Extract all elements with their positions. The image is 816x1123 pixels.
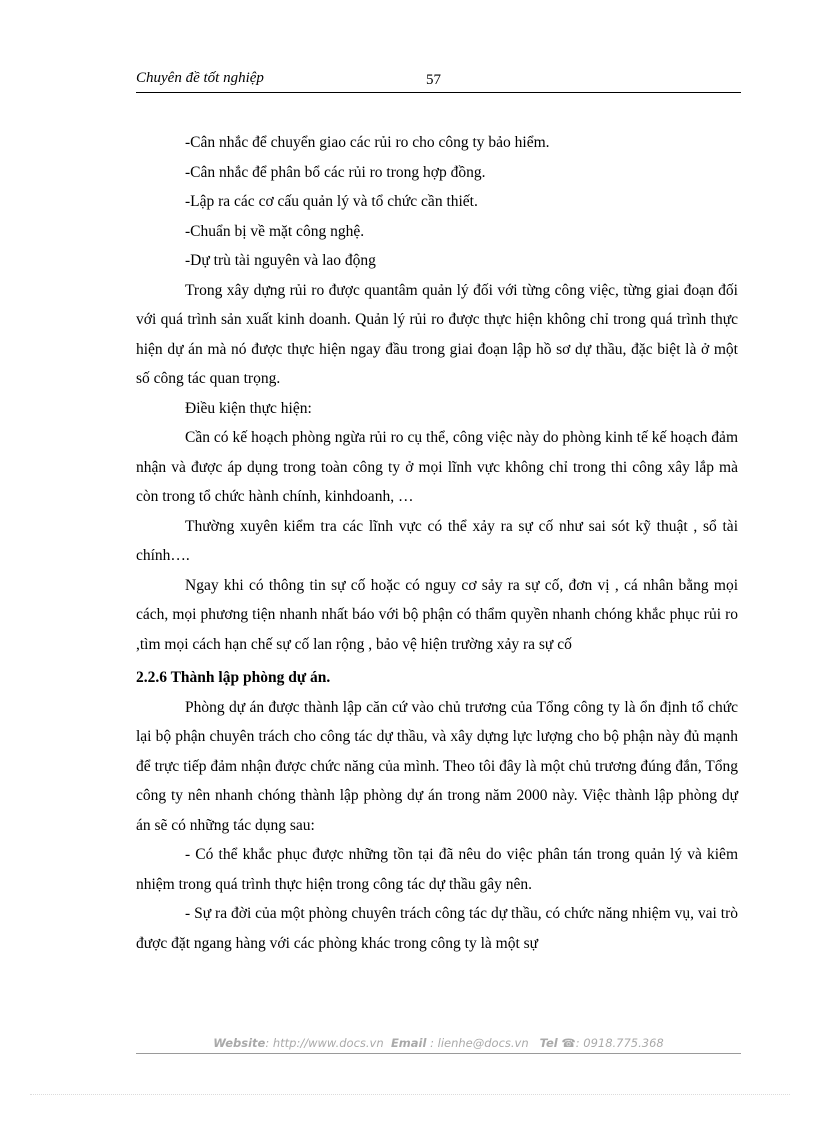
bottom-divider: [30, 1094, 790, 1095]
paragraph-benefit-1: - Có thể khắc phục được những tồn tại đã nêu do việc phân tán trong quản lý và kiêm nhiệm trong quá trình thực hiện trong công tác dự thầu gây nên.: [136, 846, 738, 893]
footer-website-link[interactable]: : http://www.docs.vn: [265, 1036, 384, 1050]
paragraph-prevention-plan: Cần có kế hoạch phòng ngừa rủi ro cụ thể, công việc này do phòng kinh tế kế hoạch đảm nhận và được áp dụng trong toàn công ty ở mọi lĩnh vực không chỉ trong thi công xây lắp mà còn trong tổ chức hành chính, kinhdoanh, …: [136, 429, 738, 505]
page-number: 57: [426, 72, 441, 88]
page-header: [136, 68, 741, 93]
paragraph-benefit-2: - Sự ra đời của một phòng chuyên trách công tác dự thầu, có chức năng nhiệm vụ, vai trò được đặt ngang hàng với các phòng khác trong công ty là một sự: [136, 905, 738, 952]
paragraph-risk-management: Trong xây dựng rủi ro được quantâm quản lý đối với từng công việc, từng giai đoạn đối với quá trình sản xuất kinh doanh. Quản lý rủi ro được thực hiện không chỉ trong quá trình thực hiện dự án mà nó được thực hiện ngay đầu trong giai đoạn lập hồ sơ dự thầu, đặc biệt là ở một số công tác quan trọng.: [136, 281, 738, 387]
page-footer: [136, 1036, 741, 1054]
document-title: Chuyên đề tốt nghiệp: [136, 70, 264, 86]
footer-website-label: Website: [213, 1036, 266, 1050]
bullet-technology: -Chuẩn bị về mặt công nghệ.: [185, 222, 365, 240]
paragraph-project-office: Phòng dự án được thành lập căn cứ vào chủ trương của Tổng công ty là ổn định tổ chức lại bộ phận chuyên trách cho công tác dự thầu, và xây dựng lực lượng cho bộ phận này đủ mạnh để trực tiếp đảm nhận được chức năng của mình. Theo tôi đây là một chủ trương đúng đắn, Tổng công ty nên nhanh chóng thành lập phòng dự án trong năm 2000 này. Việc thành lập phòng dự án sẽ có những tác dụng sau:: [136, 698, 738, 834]
bullet-allocate-risk: -Cân nhắc để phân bổ các rủi ro trong hợp đồng.: [185, 163, 486, 181]
footer-tel-value: : 0918.775.368: [575, 1036, 664, 1050]
section-heading: 2.2.6 Thành lập phòng dự án.: [136, 669, 331, 686]
bullet-resources: -Dự trù tài nguyên và lao động: [185, 252, 376, 269]
footer-email-label: Email: [390, 1036, 427, 1050]
footer-tel-label: Tel: [539, 1036, 558, 1050]
paragraph-conditions-label: Điều kiện thực hiện:: [185, 399, 312, 417]
bullet-structure: -Lập ra các cơ cấu quản lý và tổ chức cần thiết.: [185, 193, 478, 210]
bullet-transfer-risk: -Cân nhắc để chuyển giao các rủi ro cho công ty bảo hiểm.: [185, 134, 550, 151]
paragraph-incident-response: Ngay khi có thông tin sự cố hoặc có nguy cơ sảy ra sự cố, đơn vị , cá nhân bằng mọi cách, mọi phương tiện nhanh nhất báo với bộ phận có thẩm quyền nhanh chóng khắc phục rủi ro ,tìm mọi cách hạn chế sự cố lan rộng , bảo vệ hiện trường xảy ra sự cố: [136, 576, 738, 653]
page-body: [136, 128, 738, 958]
paragraph-inspection: Thường xuyên kiểm tra các lĩnh vực có thể xảy ra sự cố như sai sót kỹ thuật , sổ tài chính….: [136, 517, 738, 564]
phone-icon: ☎: [561, 1036, 576, 1050]
footer-email-link[interactable]: : lienhe@docs.vn: [430, 1036, 529, 1050]
